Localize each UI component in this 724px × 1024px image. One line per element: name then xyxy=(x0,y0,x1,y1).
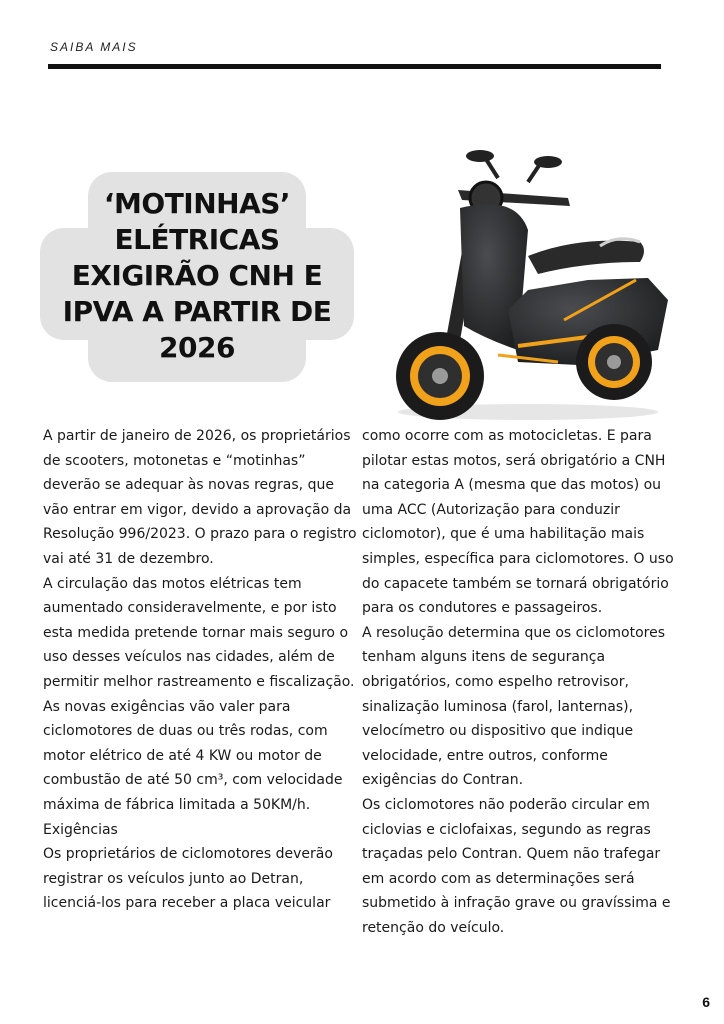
section-label: SAIBA MAIS xyxy=(50,40,138,54)
paragraph: A partir de janeiro de 2026, os proprietários de scooters, motonetas e “motinhas” deverão se adequar às novas regras, que vão entrar em vigor, devido a aprovação da Resolução 996/2023. O prazo para o registro vai até 31 de dezembro. xyxy=(43,428,357,567)
headline-box xyxy=(40,172,354,382)
scooter-image xyxy=(378,150,686,425)
subheading: Exigências xyxy=(43,821,118,838)
page-number: 6 xyxy=(702,994,710,1010)
paragraph: As novas exigências vão valer para ciclomotores de duas ou três rodas, com motor elétrico de até 4 KW ou motor de combustão de até 50 cm³, com velocidade máxima de fábrica limitada a 50KM/h. xyxy=(43,698,343,813)
header-rule xyxy=(48,64,661,69)
paragraph: Os proprietários de ciclomotores deverão registrar os veículos junto ao Detran, licenciá-los para receber a placa veicular xyxy=(43,846,333,912)
paragraph: A resolução determina que os ciclomotores tenham alguns itens de segurança obrigatórios, como espelho retrovisor, sinalização luminosa (farol, lanternas), velocímetro ou dispositivo que indique velocidade, entre outros, conforme exigências do Contran. xyxy=(362,624,666,789)
paragraph: como ocorre com as motocicletas. E para pilotar estas motos, será obrigatório a CNH na categoria A (mesma que das motos) ou uma ACC (Autorização para conduzir ciclomotor), que é uma habilitação mais simples, específica para ciclomotores. O uso do capacete também se tornará obrigatório para os condutores e passageiros. xyxy=(362,428,674,617)
paragraph: A circulação das motos elétricas tem aumentado consideravelmente, e por isto esta medida pretende tornar mais seguro o uso desses veículos nas cidades, além de permitir melhor rastreamento e fiscalização. xyxy=(43,575,355,690)
paragraph: Os ciclomotores não poderão circular em ciclovias e ciclofaixas, segundo as regras traçadas pelo Contran. Quem não trafegar em acordo com as determinações será submetido à infração grave ou gravíssima e retenção do veículo. xyxy=(362,796,671,936)
article-column-right xyxy=(362,424,682,940)
article-column-left xyxy=(43,424,363,916)
headline: ‘MOTINHAS’ ELÉTRICAS EXIGIRÃO CNH E IPVA A PARTIR DE 2026 xyxy=(62,187,332,364)
